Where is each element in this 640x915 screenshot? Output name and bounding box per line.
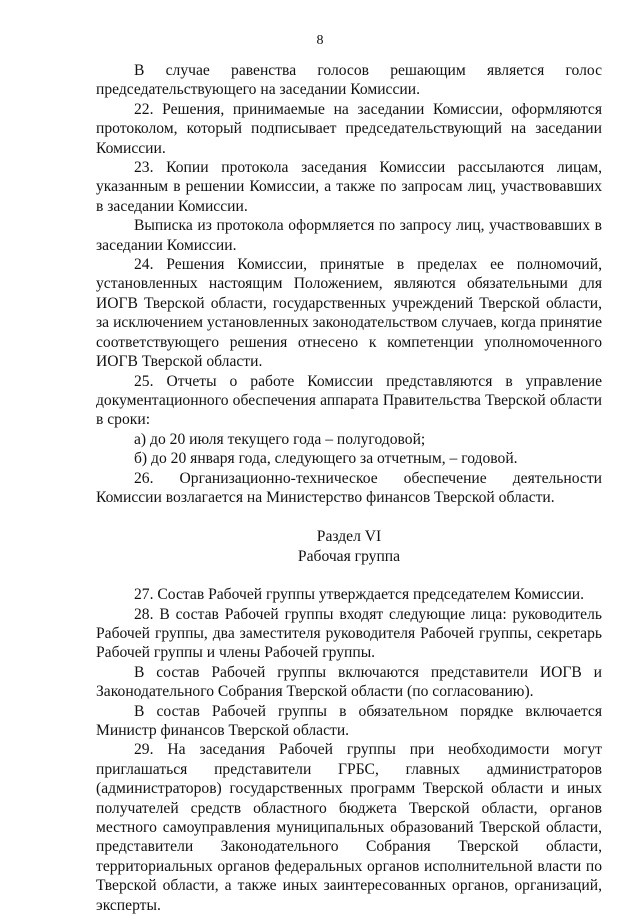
paragraph: 23. Копии протокола заседания Комиссии рассылаются лицам, указанным в решении Комиссии, а также по запросам лиц, участвовавших в заседании Комиссии. [96, 159, 602, 215]
list-item: а) до 20 июля текущего года – полугодовой; [134, 430, 426, 448]
section-title: Рабочая группа [297, 547, 401, 565]
spacer [96, 566, 602, 585]
paragraph: 27. Состав Рабочей группы утверждается председателем Комиссии. [134, 586, 585, 604]
paragraph: В состав Рабочей группы в обязательном порядке включается Министр финансов Тверской области. [96, 702, 602, 739]
paragraph: 28. В состав Рабочей группы входят следующие лица: руководитель Рабочей группы, два заместителя руководителя Рабочей группы, секретарь Рабочей группы и члены Рабочей группы. [96, 605, 602, 662]
document-body [96, 61, 602, 915]
paragraph: В состав Рабочей группы включаются представители ИОГВ и Законодательного Собрания Тверской области (по согласованию). [96, 663, 602, 701]
paragraph: 24. Решения Комиссии, принятые в пределах ее полномочий, установленных настоящим Положением, являются обязательными для ИОГВ Тверской области, государственных учреждений Тверской области, за исключением установленных законодательством случаев, когда принятие соответствующего решения отнесено к компетенции уполномоченного ИОГВ Тверской области. [96, 256, 602, 371]
paragraph: 29. На заседания Рабочей группы при необходимости могут приглашаться представители ГРБС, главных администраторов (администраторов) государственных программ Тверской области и иных получателей средств областного бюджета Тверской области, органов местного самоуправления муниципальных образований Тверской области, представители Законодательного Собрания Тверской области, территориальных органов федеральных органов исполнительной власти по Тверской области, а также иных заинтересованных органов, организаций, эксперты. [96, 741, 602, 914]
list-item: б) до 20 января года, следующего за отчетным, – годовой. [134, 450, 518, 468]
paragraph: В случае равенства голосов решающим является голос председательствующего на заседании Комиссии. [96, 62, 602, 99]
paragraph: 26. Организационно-техническое обеспечение деятельности Комиссии возлагается на Министерство финансов Тверской области. [96, 469, 602, 506]
spacer [96, 507, 602, 527]
paragraph: Выписка из протокола оформляется по запросу лиц, участвовавших в заседании Комиссии. [96, 217, 602, 254]
paragraph: 25. Отчеты о работе Комиссии представляются в управление документационного обеспечения аппарата Правительства Тверской области в сроки: [96, 372, 602, 429]
paragraph: 22. Решения, принимаемые на заседании Комиссии, оформляются протоколом, который подписывает председательствующий на заседании Комиссии. [96, 100, 602, 157]
section-number: Раздел VI [316, 528, 382, 546]
page-number: 8 [316, 33, 324, 48]
